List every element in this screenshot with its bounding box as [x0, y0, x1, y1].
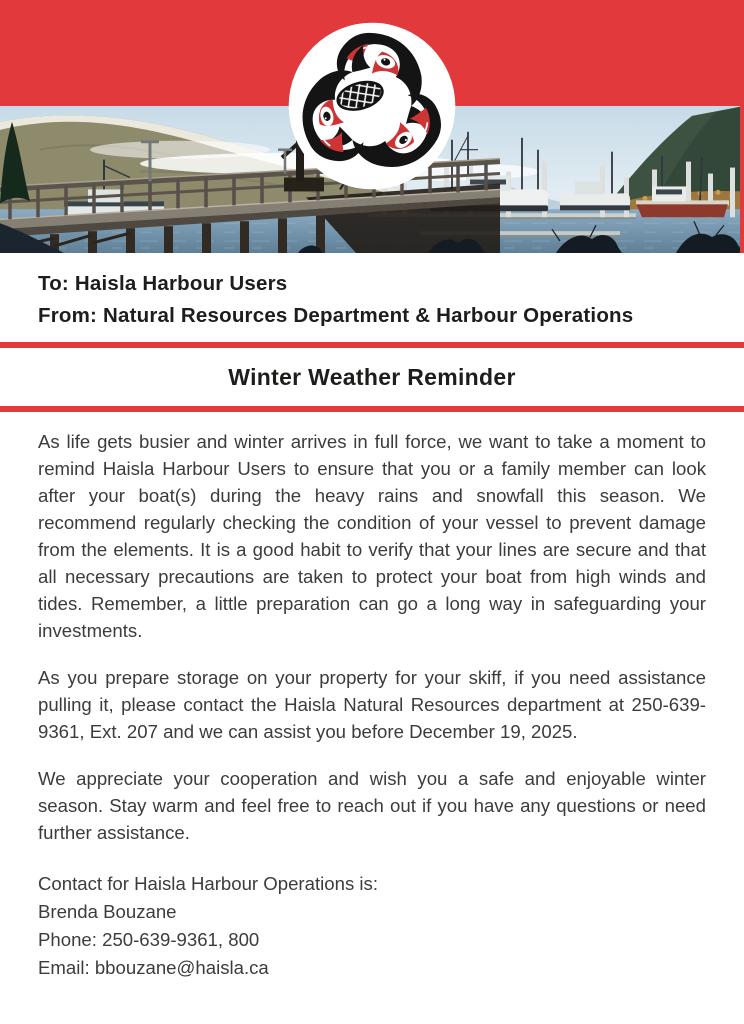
memo-from-line: From: Natural Resources Department & Harbour Operations: [38, 304, 634, 327]
body-paragraph-1: As life gets busier and winter arrives in full force, we want to take a moment to remind Haisla Harbour Users to ensure that you or a family member can look after your boat(s) during the heavy rains and snowfall this season. We recommend regularly checking the condition of your vessel to prevent damage from the elements. It is a good habit to verify that your lines are secure and that all necessary precautions are taken to protect your boat from high winds and tides. Remember, a little preparation can go a long way in safeguarding your investments.: [38, 431, 706, 641]
red-hulled-boat: [636, 203, 728, 217]
header-banner: [0, 0, 744, 253]
title-bar: [0, 342, 744, 412]
right-edge-red-strip: [740, 106, 744, 253]
contact-name: Brenda Bouzane: [38, 901, 177, 922]
page-title: Winter Weather Reminder: [228, 364, 516, 390]
haisla-logo: [287, 21, 457, 191]
contact-email: Email: bbouzane@haisla.ca: [38, 957, 269, 978]
body-paragraph-3: We appreciate your cooperation and wish you a safe and enjoyable winter season. Stay warm and feel free to reach out if you have any questions or need further assistance.: [38, 768, 706, 843]
contact-block: [38, 870, 706, 982]
letter-body: [38, 428, 706, 982]
title-rule-bottom: [0, 406, 744, 412]
body-paragraph-2: As you prepare storage on your property for your skiff, if you need assistance pulling it, please contact the Haisla Natural Resources department at 250-639-9361, Ext. 207 and we can assist you before December 19, 2025.: [38, 667, 706, 742]
memo-to-line: To: Haisla Harbour Users: [38, 272, 288, 295]
contact-heading: Contact for Haisla Harbour Operations is:: [38, 873, 378, 894]
contact-phone: Phone: 250-639-9361, 800: [38, 929, 260, 950]
haisla-formline-crest-icon: [287, 21, 457, 191]
memo-header: [38, 268, 706, 332]
